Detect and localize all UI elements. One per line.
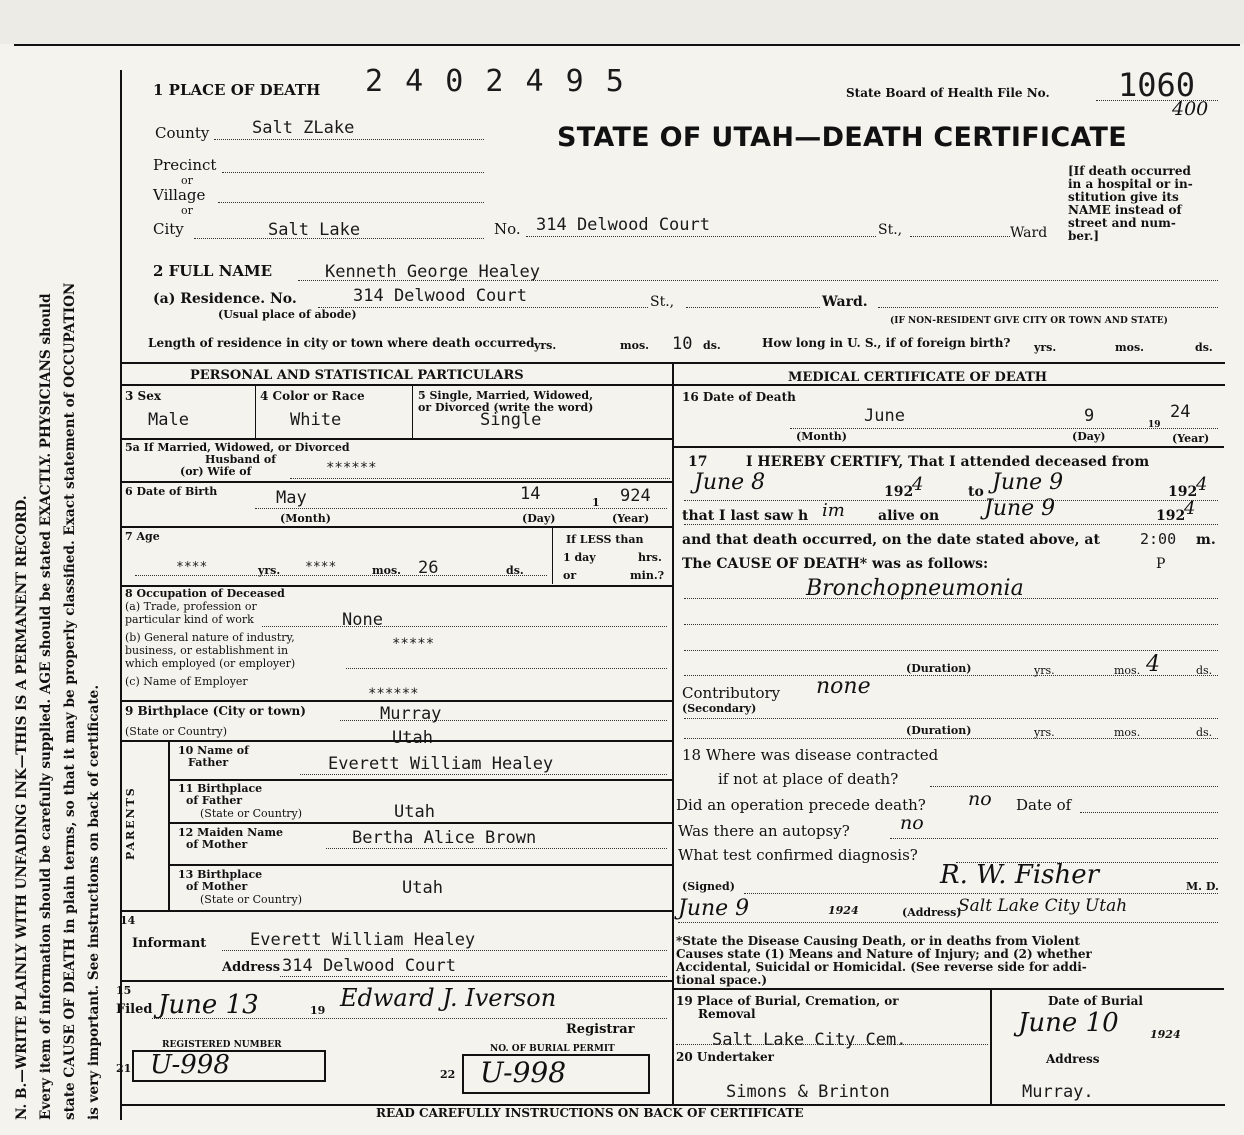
county-value: Salt ZLake xyxy=(252,118,355,138)
cause-mark: P xyxy=(1156,556,1166,572)
street-value: 314 Delwood Court xyxy=(536,215,710,235)
signed-line xyxy=(744,893,1218,894)
birthplace-state-label: (State or Country) xyxy=(125,725,228,738)
dod-day: 9 xyxy=(1084,406,1095,426)
to-label: to xyxy=(968,484,984,500)
attended-line xyxy=(684,500,1218,501)
father-birth-label-1: 11 Birthplace xyxy=(178,782,263,795)
mother-birth-label-1: 13 Birthplace xyxy=(178,868,263,881)
test-label: What test confirmed diagnosis? xyxy=(678,846,918,864)
full-name-label: 2 FULL NAME xyxy=(153,262,273,280)
county-label: County xyxy=(155,124,210,142)
age-yrs: **** xyxy=(176,560,208,575)
undertaker-address-label: Address xyxy=(1046,1052,1100,1066)
city-line xyxy=(194,238,484,239)
residence-value: 314 Delwood Court xyxy=(353,286,527,306)
row-rule-10 xyxy=(120,910,672,912)
undertaker-label: 20 Undertaker xyxy=(676,1050,775,1064)
item-18-line xyxy=(930,786,1218,787)
occupation-a-1: (a) Trade, profession or xyxy=(125,600,257,613)
mother-birth-value: Utah xyxy=(402,878,443,898)
burial-place-line xyxy=(676,1044,988,1045)
signed-label: (Signed) xyxy=(682,880,735,893)
dob-month: May xyxy=(276,488,307,508)
item-22: 22 xyxy=(440,1068,456,1081)
occupation-b-1: (b) General nature of industry, xyxy=(125,631,295,644)
foreign-ds-label: ds. xyxy=(1195,341,1213,354)
age-label: 7 Age xyxy=(125,530,160,543)
from-year: 4 xyxy=(912,474,924,495)
footnote-1: *State the Disease Causing Death, or in deaths from Violent xyxy=(676,934,1080,948)
informant-line xyxy=(222,950,667,951)
or-1: or xyxy=(181,174,193,187)
age-days: 26 xyxy=(418,558,439,578)
cause-line-2 xyxy=(684,624,1218,625)
dod-label: 16 Date of Death xyxy=(682,390,796,404)
nonresident-line xyxy=(878,307,1218,308)
foreign-birth-label: How long in U. S., if of foreign birth? xyxy=(762,336,1011,350)
duration-yrs-2: yrs. xyxy=(1034,726,1055,739)
item-17: 17 xyxy=(688,454,708,470)
less-label-5: min.? xyxy=(630,569,665,582)
occupation-c: (c) Name of Employer xyxy=(125,675,248,688)
item-18-line-1: 18 Where was disease contracted xyxy=(682,746,939,764)
informant-value: Everett William Healey xyxy=(250,930,476,950)
nonresident-label: (IF NON-RESIDENT GIVE CITY OR TOWN AND STATE) xyxy=(890,316,1168,326)
informant-address-line xyxy=(280,976,667,977)
occupation-a-line xyxy=(262,626,667,627)
dob-year-prefix: 1 xyxy=(592,496,600,509)
color-marital-divider xyxy=(412,386,413,438)
mother-label-2: of Mother xyxy=(186,838,248,851)
from-year-label: 192 xyxy=(884,484,914,500)
dod-year-caption: (Year) xyxy=(1172,432,1210,445)
signed-date: June 9 xyxy=(678,896,750,921)
burial-label-2: Removal xyxy=(698,1007,756,1021)
autopsy-line xyxy=(890,838,1218,839)
marital-label-2: or Divorced (write the word) xyxy=(418,401,594,414)
birthplace-line xyxy=(340,720,667,721)
attended-from: June 8 xyxy=(694,470,766,495)
footnote-2: Causes state (1) Means and Nature of Injury; and (2) whether xyxy=(676,947,1092,961)
residence-ward-label: Ward. xyxy=(822,294,868,310)
dob-year-caption: (Year) xyxy=(612,512,650,525)
birthplace-city: Murray xyxy=(380,704,442,724)
row-rule-1 xyxy=(120,438,672,440)
row-rule-7 xyxy=(168,779,672,781)
age-less-divider xyxy=(552,528,553,584)
burial-left-divider xyxy=(672,990,674,1106)
color-label: 4 Color or Race xyxy=(260,389,365,403)
date-of-label: Date of xyxy=(1016,796,1072,814)
hospital-note-2: in a hospital or in- xyxy=(1068,177,1193,191)
length-mos-label: mos. xyxy=(620,339,649,352)
section-header-rule xyxy=(120,384,1225,386)
hospital-note-6: ber.] xyxy=(1068,229,1100,243)
marital-label-1: 5 Single, Married, Widowed, xyxy=(418,389,593,402)
dod-year-prefix: 19 xyxy=(1148,420,1161,430)
secondary-label: (Secondary) xyxy=(682,702,757,715)
dob-day: 14 xyxy=(520,484,541,504)
informant-address-label: Address xyxy=(222,960,281,975)
duration-mos-1: mos. xyxy=(1114,664,1141,677)
village-label: Village xyxy=(153,186,206,204)
operation-label: Did an operation precede death? xyxy=(676,796,926,814)
spouse-label-2: Husband of xyxy=(205,453,276,466)
residence-label: (a) Residence. No. xyxy=(153,291,297,307)
informant-address: 314 Delwood Court xyxy=(282,956,456,976)
row-rule-8 xyxy=(168,822,672,824)
medical-section-title: MEDICAL CERTIFICATE OF DEATH xyxy=(788,370,1048,385)
less-label-1: If LESS than xyxy=(566,533,644,546)
occupation-b-value: ***** xyxy=(392,636,435,652)
informant-label: Informant xyxy=(132,936,207,951)
registrar-label: Registrar xyxy=(566,1022,635,1037)
item-14: 14 xyxy=(120,914,136,927)
age-ds-label: ds. xyxy=(506,564,524,577)
alive-line xyxy=(684,524,1218,525)
last-saw-label: that I last saw h xyxy=(682,508,809,524)
dod-day-caption: (Day) xyxy=(1072,430,1106,443)
filed-signature: Edward J. Iverson xyxy=(340,984,557,1012)
residence-line xyxy=(318,307,648,308)
precinct-label: Precinct xyxy=(153,156,217,174)
spouse-label-3: (or) Wife of xyxy=(180,465,252,478)
row-rule-6 xyxy=(120,740,672,742)
ward-label: Ward xyxy=(1010,225,1048,241)
occupation-b-line xyxy=(346,668,667,669)
foreign-yrs-label: yrs. xyxy=(1034,341,1057,354)
sex-value: Male xyxy=(148,410,189,430)
duration-mos-value: 4 xyxy=(1146,652,1160,677)
row-rule-9 xyxy=(168,864,672,866)
less-label-4: or xyxy=(563,569,577,582)
md-label: M. D. xyxy=(1186,880,1219,893)
mother-value: Bertha Alice Brown xyxy=(352,828,537,848)
last-saw-pronoun: im xyxy=(822,500,845,521)
mother-birth-label-3: (State or Country) xyxy=(200,893,303,906)
birthplace-label: 9 Birthplace (City or town) xyxy=(125,704,306,718)
time-value: 2:00 xyxy=(1140,530,1177,548)
time-suffix: m. xyxy=(1196,532,1216,548)
father-birth-value: Utah xyxy=(394,802,435,822)
father-label-1: 10 Name of xyxy=(178,744,249,757)
cause-label: The CAUSE OF DEATH* was as follows: xyxy=(682,556,989,572)
length-ds-label: ds. xyxy=(703,339,721,352)
occurred-label: and that death occurred, on the date stated above, at xyxy=(682,532,1100,548)
spouse-value: ****** xyxy=(326,460,377,476)
occupation-a-2: particular kind of work xyxy=(125,613,254,626)
alive-on: June 9 xyxy=(984,496,1056,521)
autopsy-value: no xyxy=(900,812,924,834)
side-instructions-line-2: Every item of information should be carefully supplied. AGE should be stated EXACTLY. PHYSICIANS should xyxy=(38,293,54,1120)
footer-instructions: READ CAREFULLY INSTRUCTIONS ON BACK OF CERTIFICATE xyxy=(376,1106,804,1120)
item-18-line-2: if not at place of death? xyxy=(718,770,899,788)
row-rule-2 xyxy=(120,481,672,483)
alive-year-label: 192 xyxy=(1156,508,1186,524)
sex-color-divider xyxy=(255,386,256,438)
hospital-note-3: stitution give its xyxy=(1068,190,1179,204)
hospital-note-4: NAME instead of xyxy=(1068,203,1182,217)
undertaker-value: Simons & Brinton xyxy=(726,1082,890,1102)
dod-month: June xyxy=(864,406,905,426)
cause-value: Bronchopneumonia xyxy=(806,576,1024,601)
less-label-3: hrs. xyxy=(638,551,662,564)
dob-year: 924 xyxy=(620,486,651,506)
burial-date: June 10 xyxy=(1018,1008,1119,1038)
contributory-value: none xyxy=(816,674,871,699)
attended-to: June 9 xyxy=(992,470,1064,495)
father-birth-label-2: of Father xyxy=(186,794,243,807)
ward-line xyxy=(910,236,1010,237)
father-line xyxy=(300,774,667,775)
row-rule-5 xyxy=(120,700,672,702)
county-line xyxy=(214,139,484,140)
residence-st-label: St., xyxy=(650,294,675,310)
filed-line xyxy=(152,1018,667,1019)
dod-line xyxy=(790,428,1218,429)
hospital-note-5: street and num- xyxy=(1068,216,1176,230)
length-days-value: 10 xyxy=(672,334,693,354)
file-extra-number: 400 xyxy=(1172,98,1209,120)
burial-permit-value: U-998 xyxy=(480,1056,567,1089)
street-no-label: No. xyxy=(494,220,521,238)
parents-label: PARENTS xyxy=(124,786,137,860)
length-yrs-label: yrs. xyxy=(534,339,557,352)
precinct-line xyxy=(222,172,484,173)
side-instructions-line-1: N. B.—WRITE PLAINLY WITH UNFADING INK—THIS IS A PERMANENT RECORD. xyxy=(14,495,30,1120)
operation-line xyxy=(1080,812,1218,813)
side-instructions-line-3: state CAUSE OF DEATH in plain terms, so that it may be properly classified. Exact statement of OCCUPATION xyxy=(62,282,78,1120)
village-line xyxy=(218,202,484,203)
row-rule-11 xyxy=(120,980,672,982)
mother-label-1: 12 Maiden Name xyxy=(178,826,283,839)
sex-label: 3 Sex xyxy=(125,389,161,403)
burial-date-label: Date of Burial xyxy=(1048,994,1143,1008)
birthplace-state: Utah xyxy=(392,728,433,748)
place-of-death-label: 1 PLACE OF DEATH xyxy=(153,81,321,99)
residence-ward-line xyxy=(686,307,820,308)
burial-permit-label: NO. OF BURIAL PERMIT xyxy=(490,1044,615,1054)
mother-birth-label-2: of Mother xyxy=(186,880,248,893)
duration-ds-1: ds. xyxy=(1196,664,1213,677)
burial-date-divider xyxy=(990,990,992,1106)
or-2: or xyxy=(181,204,193,217)
occupation-c-value: ****** xyxy=(368,686,419,702)
full-name-line xyxy=(298,280,1218,281)
parents-divider xyxy=(168,742,170,910)
left-form-border xyxy=(120,70,122,1120)
center-divider xyxy=(672,364,674,990)
registered-number-value: U-998 xyxy=(150,1050,230,1080)
footnote-4: tional space.) xyxy=(676,973,768,987)
certificate-title: STATE OF UTAH—DEATH CERTIFICATE xyxy=(557,122,1127,153)
address-line xyxy=(678,922,1218,923)
burial-year: 1924 xyxy=(1150,1028,1181,1041)
full-name-value: Kenneth George Healey xyxy=(325,262,540,282)
duration-label-1: (Duration) xyxy=(906,662,972,675)
age-mos: **** xyxy=(305,560,337,575)
stamp-number: 2 4 0 2 4 9 5 xyxy=(365,64,626,99)
dob-day-caption: (Day) xyxy=(522,512,556,525)
marital-value: Single xyxy=(480,410,542,430)
spouse-line xyxy=(290,478,670,479)
father-label-2: Father xyxy=(188,756,229,769)
contributory-line xyxy=(684,718,1218,719)
spouse-label-1: 5a If Married, Widowed, or Divorced xyxy=(125,441,350,454)
operation-value: no xyxy=(968,788,992,810)
mother-line xyxy=(326,848,667,849)
burial-place-value: Salt Lake City Cem. xyxy=(712,1030,907,1050)
item-21: 21 xyxy=(116,1062,132,1075)
signed-year: 1924 xyxy=(828,904,859,917)
duration-ds-2: ds. xyxy=(1196,726,1213,739)
row-rule-3 xyxy=(120,526,672,528)
physician-signature: R. W. Fisher xyxy=(940,860,1100,890)
duration-mos-2: mos. xyxy=(1114,726,1141,739)
age-yrs-label: yrs. xyxy=(258,564,281,577)
filed-date: June 13 xyxy=(158,990,259,1020)
duration-yrs-1: yrs. xyxy=(1034,664,1055,677)
age-mos-label: mos. xyxy=(372,564,401,577)
medical-rule-bottom xyxy=(672,988,1224,990)
contributory-label: Contributory xyxy=(682,684,781,702)
alive-year: 4 xyxy=(1184,498,1196,519)
to-year: 4 xyxy=(1196,474,1208,495)
occupation-label: 8 Occupation of Deceased xyxy=(125,587,285,600)
length-residence-label: Length of residence in city or town where death occurred xyxy=(148,336,535,350)
color-value: White xyxy=(290,410,342,430)
registered-number-label: REGISTERED NUMBER xyxy=(162,1040,282,1050)
autopsy-label: Was there an autopsy? xyxy=(678,822,850,840)
less-label-2: 1 day xyxy=(563,551,596,564)
to-year-label: 192 xyxy=(1168,484,1198,500)
alive-label: alive on xyxy=(878,508,940,524)
undertaker-address-value: Murray. xyxy=(1022,1082,1094,1102)
dod-month-caption: (Month) xyxy=(796,430,847,443)
medical-rule-1 xyxy=(672,446,1224,448)
dob-month-caption: (Month) xyxy=(280,512,331,525)
side-instructions xyxy=(10,60,110,1120)
item-15: 15 xyxy=(116,984,132,997)
burial-label-1: 19 Place of Burial, Cremation, or xyxy=(676,994,899,1008)
street-line xyxy=(526,236,876,237)
foreign-mos-label: mos. xyxy=(1115,341,1144,354)
st-label: St., xyxy=(878,222,903,238)
file-number-label: State Board of Health File No. xyxy=(846,86,1050,100)
side-instructions-line-4: is very important. See instructions on back of certificate. xyxy=(86,684,102,1120)
address-label: (Address) xyxy=(902,906,962,919)
cause-line-3 xyxy=(684,650,1218,651)
age-line xyxy=(135,575,547,576)
dob-label: 6 Date of Birth xyxy=(125,485,218,498)
dod-year: 24 xyxy=(1170,402,1191,422)
footnote-3: Accidental, Suicidal or Homicidal. (See reverse side for addi- xyxy=(676,960,1087,974)
usual-place-label: (Usual place of abode) xyxy=(218,308,357,321)
occupation-b-3: which employed (or employer) xyxy=(125,657,296,670)
certify-text: I HEREBY CERTIFY, That I attended deceased from xyxy=(746,454,1150,470)
top-border xyxy=(14,44,1240,46)
father-birth-label-3: (State or Country) xyxy=(200,807,303,820)
duration-label-2: (Duration) xyxy=(906,724,972,737)
personal-section-title: PERSONAL AND STATISTICAL PARTICULARS xyxy=(190,368,524,383)
top-margin-strip xyxy=(0,0,1244,44)
city-value: Salt Lake xyxy=(268,220,361,240)
file-number: 1060 xyxy=(1118,66,1196,104)
occupation-a-value: None xyxy=(342,610,383,630)
duration-line-1 xyxy=(684,675,1218,676)
occupation-b-2: business, or establishment in xyxy=(125,644,289,657)
cause-line-1 xyxy=(684,598,1218,599)
hospital-note-1: [If death occurred xyxy=(1068,164,1191,178)
duration-line-2 xyxy=(684,738,1218,739)
filed-year-label: 19 xyxy=(310,1004,326,1017)
physician-address: Salt Lake City Utah xyxy=(958,896,1128,916)
filed-label: Filed xyxy=(116,1002,153,1017)
dob-line xyxy=(255,508,667,509)
city-label: City xyxy=(153,220,184,238)
father-value: Everett William Healey xyxy=(328,754,554,774)
